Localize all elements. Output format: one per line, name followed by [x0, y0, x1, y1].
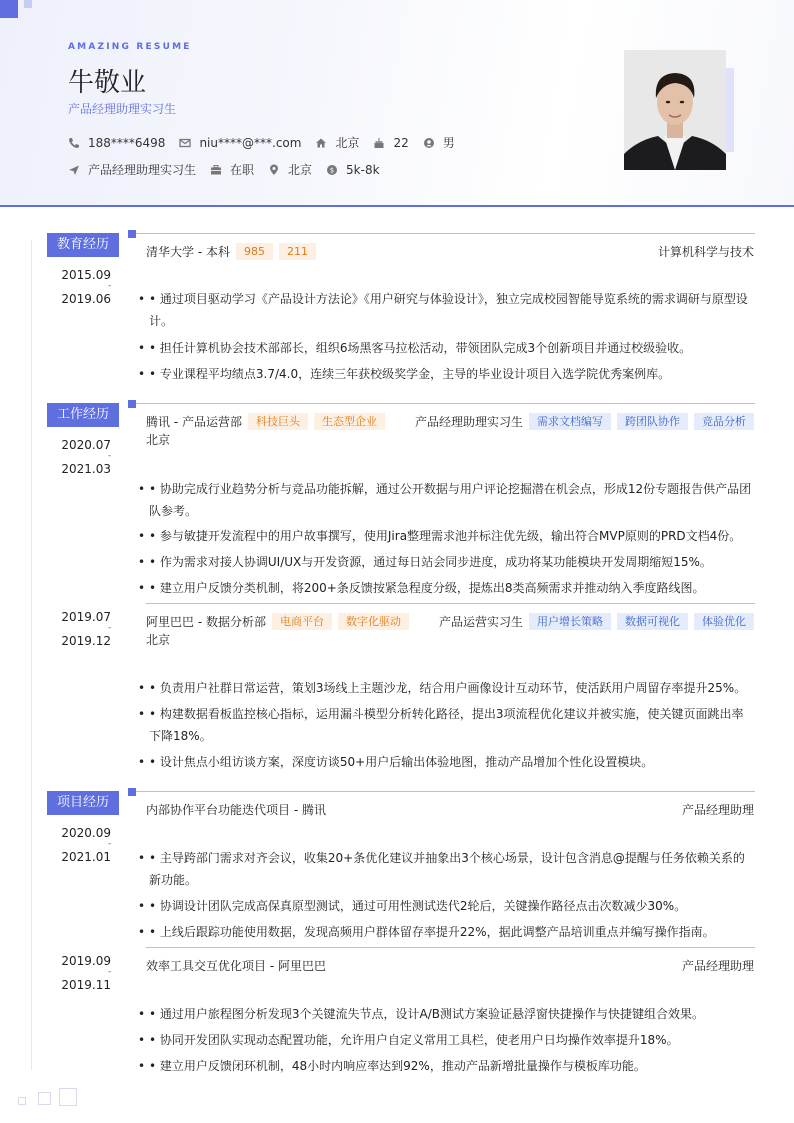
corner-decoration-small [24, 0, 32, 8]
salary-text: 5k-8k [346, 162, 380, 177]
edu-major: 计算机科学与技术 [657, 245, 754, 259]
job-company-row [146, 613, 409, 630]
corner-decoration [0, 0, 18, 18]
skill-badge: 竞品分析 [694, 413, 754, 430]
send-icon [68, 164, 80, 176]
job-role: 产品经理助理实习生 [414, 415, 523, 429]
skill-badge: 需求文档编写 [529, 413, 611, 430]
list-item: • • 构建数据看板监控核心指标，运用漏斗模型分析转化路径，提出3项流程优化建议并被实施，使关键页面跳出率下降18%。 [138, 707, 744, 743]
project-start-date: 2020.09 [61, 826, 111, 840]
project-start-date: 2019.09 [61, 954, 111, 968]
job-intent-row [68, 161, 394, 178]
list-item: • • 参与敏捷开发流程中的用户故事撰写，使用Jira整理需求池并标注优先级，输出符合MVP原则的PRD文档4份。 [138, 529, 742, 543]
profile-photo [624, 50, 726, 170]
job-role-row [439, 613, 754, 630]
list-item: • • 协同开发团队实现动态配置功能，允许用户自定义常用工具栏，使老用户日均操作效率提升18%。 [138, 1033, 679, 1047]
section-title-education: 教育经历 [47, 233, 119, 257]
briefcase-icon [210, 164, 222, 176]
home-text: 北京 [335, 136, 360, 150]
job-company-row [146, 413, 385, 430]
skill-badge: 体验优化 [694, 613, 754, 630]
position-text: 产品经理助理实习生 [88, 163, 197, 177]
skill-badge: 数据可视化 [617, 613, 688, 630]
job-end-date: 2019.12 [61, 634, 111, 648]
edu-start-date: 2015.09 [61, 268, 111, 282]
candidate-name: 牛敬业 [68, 68, 147, 98]
date-separator: - [108, 967, 112, 977]
home-icon [315, 137, 327, 149]
list-item: • • 建立用户反馈分类机制，将200+条反馈按紧急程度分级，提炼出8类高频需求并推动纳入季度路线图。 [138, 581, 705, 595]
section-marker [128, 230, 136, 238]
company-name: 阿里巴巴 - 数据分析部 [146, 615, 266, 629]
list-item: • • 专业课程平均绩点3.7/4.0，连续三年获校级奖学金，主导的毕业设计项目入选学院优秀案例库。 [138, 367, 671, 381]
phone-text: 188****6498 [88, 135, 166, 150]
job-city: 北京 [146, 633, 171, 647]
job-city: 北京 [146, 433, 171, 447]
intent-status [210, 161, 254, 178]
footer-decoration [38, 1092, 51, 1105]
contact-email [179, 136, 301, 150]
timeline-line [31, 240, 32, 1070]
entry-divider [146, 947, 755, 948]
project-name: 内部协作平台功能迭代项目 - 腾讯 [146, 803, 326, 817]
phone-icon [68, 137, 80, 149]
contact-age [373, 136, 408, 150]
intent-salary [326, 163, 380, 177]
resume-header [0, 0, 794, 207]
job-role-row [415, 413, 754, 430]
intent-position [68, 161, 196, 178]
section-marker [128, 400, 136, 408]
section-marker [128, 788, 136, 796]
job-start-date: 2020.07 [61, 438, 111, 452]
date-separator: - [108, 281, 112, 291]
cake-icon [373, 137, 385, 149]
footer-decoration [18, 1097, 26, 1105]
salary-icon [326, 164, 338, 176]
svg-text:$: $ [329, 166, 335, 175]
location-icon [268, 164, 280, 176]
list-item: • • 协调设计团队完成高保真原型测试，通过可用性测试迭代2轮后，关键操作路径点击次数减少30%。 [138, 899, 687, 913]
date-separator: - [108, 623, 112, 633]
contact-row [68, 134, 469, 151]
school-name: 清华大学 - 本科 [146, 245, 230, 259]
edu-end-date: 2019.06 [61, 292, 111, 306]
section-divider [136, 403, 755, 404]
list-item: • • 通过用户旅程图分析发现3个关键流失节点，设计A/B测试方案验证悬浮窗快捷操作与快捷键组合效果。 [138, 1007, 705, 1021]
tag-badge: 生态型企业 [314, 413, 385, 430]
job-end-date: 2021.03 [61, 462, 111, 476]
section-divider [136, 233, 755, 234]
tag-badge: 985 [236, 243, 273, 260]
list-item: • • 上线后跟踪功能使用数据，发现高频用户群体留存率提升22%，据此调整产品培训重点并编写操作指南。 [138, 925, 715, 939]
intent-city [268, 161, 312, 178]
job-role: 产品运营实习生 [438, 615, 523, 629]
contact-gender [423, 134, 455, 151]
tag-badge: 科技巨头 [248, 413, 308, 430]
email-text: niu****@***.com [199, 135, 302, 150]
list-item: • • 主导跨部门需求对齐会议，收集20+条优化建议并抽象出3个核心场景，设计包含消息@提醒与任务依赖关系的新功能。 [138, 851, 745, 887]
date-separator: - [108, 451, 112, 461]
mail-icon [179, 137, 191, 149]
brand-label: AMAZING RESUME [68, 42, 192, 52]
job-target: 产品经理助理实习生 [68, 102, 177, 116]
section-title-work: 工作经历 [47, 403, 119, 427]
contact-phone [68, 136, 165, 150]
list-item: • • 设计焦点小组访谈方案，深度访谈50+用户后输出体验地图，推动产品增加个性化设置模块。 [138, 755, 654, 769]
entry-divider [146, 603, 755, 604]
tag-badge: 电商平台 [272, 613, 332, 630]
list-item: • • 通过项目驱动学习《产品设计方法论》《用户研究与体验设计》，独立完成校园智能导览系统的需求调研与原型设计。 [138, 292, 748, 328]
footer-decoration [59, 1088, 77, 1106]
project-role: 产品经理助理 [681, 959, 754, 973]
gender-icon [423, 137, 435, 149]
project-name: 效率工具交互优化项目 - 阿里巴巴 [146, 959, 326, 973]
project-role: 产品经理助理 [681, 803, 754, 817]
list-item: • • 建立用户反馈闭环机制，48小时内响应率达到92%，推动产品新增批量操作与模板库功能。 [138, 1059, 646, 1073]
gender-text: 男 [442, 136, 455, 150]
project-end-date: 2021.01 [61, 850, 111, 864]
city-text: 北京 [288, 163, 313, 177]
skill-badge: 跨团队协作 [617, 413, 688, 430]
tag-badge: 数字化驱动 [338, 613, 409, 630]
tag-badge: 211 [279, 243, 316, 260]
job-start-date: 2019.07 [61, 610, 111, 624]
status-text: 在职 [230, 163, 255, 177]
section-title-projects: 项目经历 [47, 791, 119, 815]
list-item: • • 作为需求对接人协调UI/UX与开发资源，通过每日站会同步进度，成功将某功能模块开发周期缩短15%。 [138, 555, 712, 569]
company-name: 腾讯 - 产品运营部 [146, 415, 242, 429]
project-end-date: 2019.11 [61, 978, 111, 992]
age-text: 22 [393, 135, 409, 150]
date-separator: - [108, 839, 112, 849]
list-item: • • 负责用户社群日常运营，策划3场线上主题沙龙，结合用户画像设计互动环节，使活跃用户周留存率提升25%。 [138, 681, 747, 695]
section-divider [136, 791, 755, 792]
edu-school-row [146, 243, 316, 260]
contact-home [315, 134, 359, 151]
list-item: • • 协助完成行业趋势分析与竞品功能拆解，通过公开数据与用户评论挖掘潜在机会点，形成12份专题报告供产品团队参考。 [138, 482, 752, 518]
list-item: • • 担任计算机协会技术部部长，组织6场黑客马拉松活动，带领团队完成3个创新项目并通过校级验收。 [138, 341, 692, 355]
skill-badge: 用户增长策略 [529, 613, 611, 630]
